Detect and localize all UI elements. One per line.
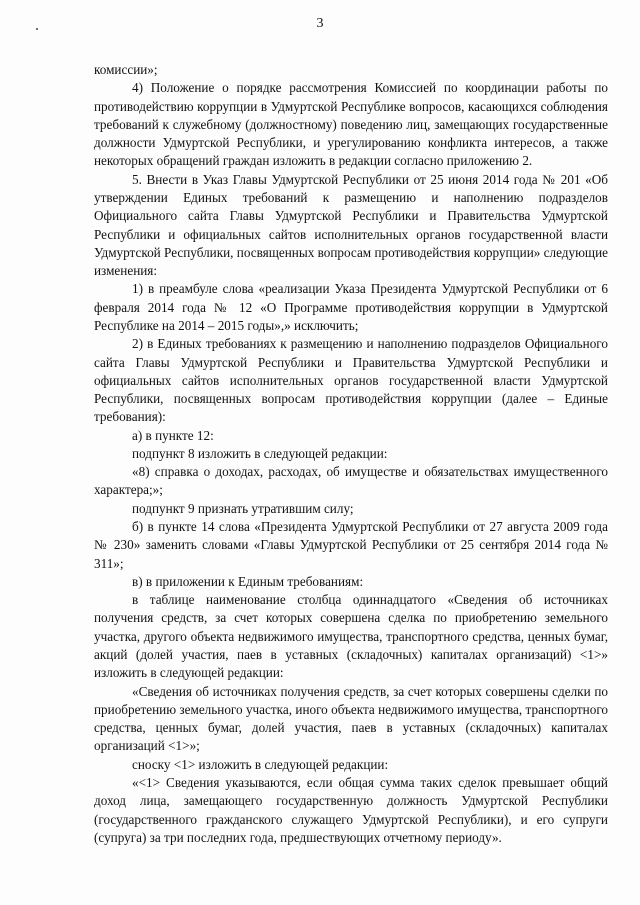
paragraph-item-4: 4) Положение о порядке рассмотрения Комиссией по координации работы по противодействию коррупции в Удмуртской Республике вопросов, касающихся соблюдения требований к служебному (должностному) поведению лиц, замещающих государственные должности Удмуртской Республики, и урегулированию конфликта интересов, а также некоторых обращений граждан изложить в редакции согласно приложению 2. [94, 80, 608, 169]
paragraph-continuation: комиссии»; [94, 62, 158, 77]
paragraph-subpoint-9: подпункт 9 признать утратившим силу; [132, 500, 354, 516]
paragraph-footnote-text: «<1> Сведения указываются, если общая сумма таких сделок превышает общий доход лица, замещающего государственную должность Удмуртской Республики (государственного гражданского служащего Удмуртской Республики), и его супруги (супруга) за три последних года, предшествующих отчетному периоду». [94, 774, 608, 845]
page-number: 3 [316, 16, 324, 31]
paragraph-subpoint-8: подпункт 8 изложить в следующей редакции: [132, 445, 388, 461]
paragraph-subitem-2: 2) в Единых требованиях к размещению и наполнению подразделов Официального сайта Главы Удмуртской Республики и Правительства Удмуртской Республики и официальных сайтов исполнительных органов государственной власти Удмуртской Республики, посвященных вопросам противодействия коррупции (далее – Единые требования): [94, 336, 608, 425]
paragraph-subitem-v: в) в приложении к Единым требованиям: [132, 573, 364, 589]
paragraph-subitem-b: б) в пункте 14 слова «Президента Удмуртской Республики от 27 августа 2009 года № 230» заменить словами «Главы Удмуртской Республики от 25 сентября 2014 года № 311»; [94, 519, 608, 571]
paragraph-footnote: сноску <1> изложить в следующей редакции: [132, 756, 389, 772]
paragraph-subpoint-8-text: «8) справка о доходах, расходах, об имуществе и обязательствах имущественного характера;»; [94, 464, 608, 498]
document-body [94, 61, 608, 847]
paragraph-subitem-1: 1) в преамбуле слова «реализации Указа Президента Удмуртской Республики от 6 февраля 2014 года № 12 «О Программе противодействия коррупции в Удмуртской Республике на 2014 – 2015 годы»,» исключить; [94, 281, 608, 333]
paragraph-table-column: в таблице наименование столбца одиннадцатого «Сведения об источниках получения средств, за счет которых совершена сделка по приобретению земельного участка, другого объекта недвижимого имущества, транспортного средства, ценных бумаг, акций (долей участия, паев в уставных (складочных) капиталах организаций) <1>» изложить в следующей редакции: [94, 592, 608, 681]
paragraph-subitem-a: а) в пункте 12: [132, 427, 214, 443]
paragraph-item-5: 5. Внести в Указ Главы Удмуртской Республики от 25 июня 2014 года № 201 «Об утверждении Единых требований к размещению и наполнению подразделов Официального сайта Главы Удмуртской Республики и Правительства Удмуртской Республики и официальных сайтов исполнительных органов государственной власти Удмуртской Республики, посвященных вопросам противодействия коррупции» следующие изменения: [94, 171, 608, 279]
paragraph-column-new-text: «Сведения об источниках получения средств, за счет которых совершены сделки по приобретению земельного участка, иного объекта недвижимого имущества, транспортного средства, ценных бумаг, долей участия, паев в уставных (складочных) капиталах организаций <1>»; [94, 683, 608, 754]
